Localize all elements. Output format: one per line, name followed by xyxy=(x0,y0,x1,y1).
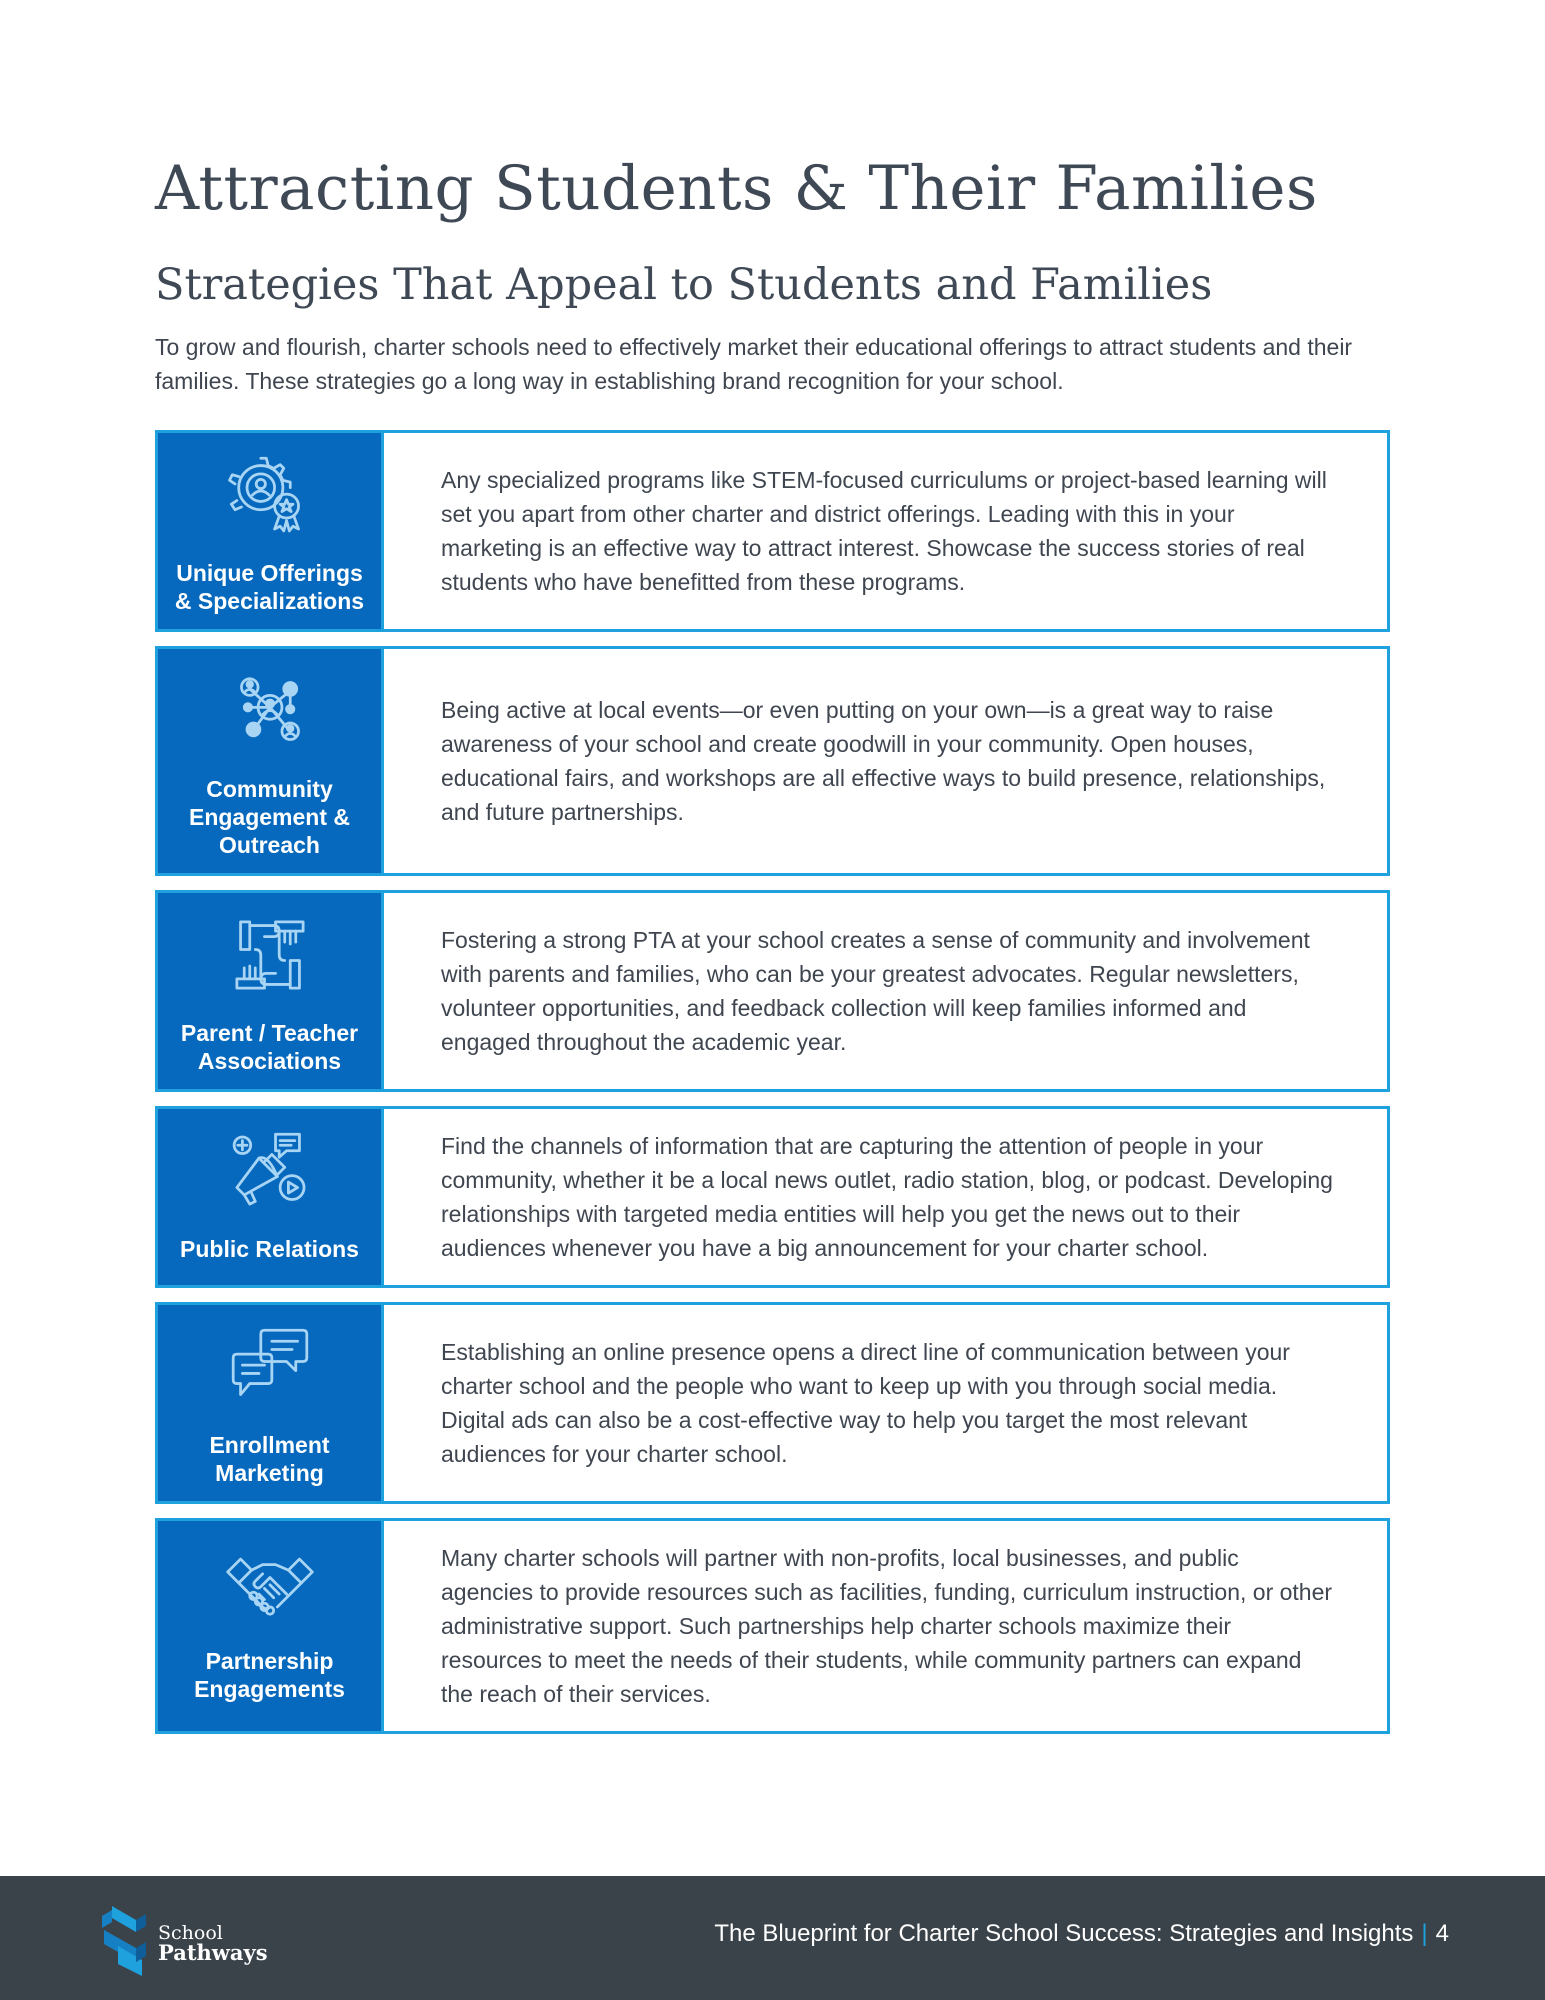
handshake-icon xyxy=(220,1533,320,1633)
card-text: Establishing an online presence opens a direct line of communication between your charter school and the people who want to keep up with you through social media. Digital ads can also be a cost-effective way to help you target the most relevant audiences for your charter school. xyxy=(441,1339,1290,1467)
card-text: Any specialized programs like STEM-focused curriculums or project-based learning will set you apart from other charter and district offerings. Leading with this in your marketing is an effective way to attract interest. Showcase the success stories of real students who have benefitted from these programs. xyxy=(441,467,1327,595)
card-body xyxy=(384,1109,1387,1285)
card-header xyxy=(158,893,384,1089)
card-text: Fostering a strong PTA at your school creates a sense of community and involvement with parents and families, who can be your greatest advocates. Regular newsletters, volunteer opportunities, and feedback collection will keep families informed and engaged throughout the academic year. xyxy=(441,927,1310,1055)
people-network-icon xyxy=(220,661,320,761)
card-header xyxy=(158,1521,384,1731)
card-header xyxy=(158,1109,384,1285)
strategy-card-partnership-engagements xyxy=(155,1518,1390,1734)
strategy-cards xyxy=(155,430,1390,1748)
card-body xyxy=(384,433,1387,629)
page-number: 4 xyxy=(1435,1920,1449,1947)
card-label: Unique Offerings & Specializations xyxy=(174,560,365,614)
logo-wordmark xyxy=(158,1923,268,1963)
strategy-card-pta xyxy=(155,890,1390,1092)
logo-line-2: Pathways xyxy=(158,1940,268,1965)
card-text: Being active at local events—or even putting on your own—is a great way to raise awareness of your school and create goodwill in your community. Open houses, educational fairs, and workshops are all effective ways to build presence, relationships, and future partnerships. xyxy=(441,697,1326,825)
footer-caption xyxy=(714,1920,1449,1948)
card-body xyxy=(384,1305,1387,1501)
strategy-card-public-relations xyxy=(155,1106,1390,1288)
card-label: Enrollment Marketing xyxy=(209,1432,330,1486)
chat-bubbles-icon xyxy=(220,1317,320,1417)
page-footer xyxy=(0,1876,1545,2000)
footer-separator: | xyxy=(1421,1920,1428,1947)
gear-award-icon xyxy=(220,445,320,545)
card-body xyxy=(384,1521,1387,1731)
card-body xyxy=(384,649,1387,873)
logo-mark-icon xyxy=(100,1906,156,1980)
intro-paragraph: To grow and flourish, charter schools need to effectively market their educational offerings to attract students and their families. These strategies go a long way in establishing brand recognition for your school. xyxy=(155,334,1353,394)
section-title: Strategies That Appeal to Students and Families xyxy=(155,260,1213,310)
strategy-card-enrollment-marketing xyxy=(155,1302,1390,1504)
strategy-card-community-engagement xyxy=(155,646,1390,876)
card-header xyxy=(158,433,384,629)
document-title: The Blueprint for Charter School Success: Strategies and Insights xyxy=(714,1920,1414,1947)
card-label: Parent / Teacher Associations xyxy=(180,1020,359,1074)
logo-line-1: School xyxy=(158,1922,223,1944)
school-pathways-logo xyxy=(100,1906,268,1980)
card-label: Public Relations xyxy=(180,1236,359,1262)
card-label: Community Engagement & Outreach xyxy=(188,776,351,858)
card-header xyxy=(158,1305,384,1501)
joined-hands-icon xyxy=(220,905,320,1005)
card-body xyxy=(384,893,1387,1089)
strategy-card-unique-offerings xyxy=(155,430,1390,632)
card-text: Find the channels of information that are capturing the attention of people in your community, whether it be a local news outlet, radio station, blog, or podcast. Developing relationships with targeted media entities will help you get the news out to their audiences whenever you have a big announcement for your charter school. xyxy=(441,1133,1333,1261)
card-text: Many charter schools will partner with non-profits, local businesses, and public agencies to provide resources such as facilities, funding, curriculum instruction, or other administrative support. Such partnerships help charter schools maximize their resources to meet the needs of their students, while community partners can expand the reach of their services. xyxy=(441,1545,1333,1707)
card-label: Partnership Engagements xyxy=(194,1648,345,1702)
page-title: Attracting Students & Their Families xyxy=(155,153,1318,224)
card-header xyxy=(158,649,384,873)
megaphone-icon xyxy=(220,1121,320,1221)
